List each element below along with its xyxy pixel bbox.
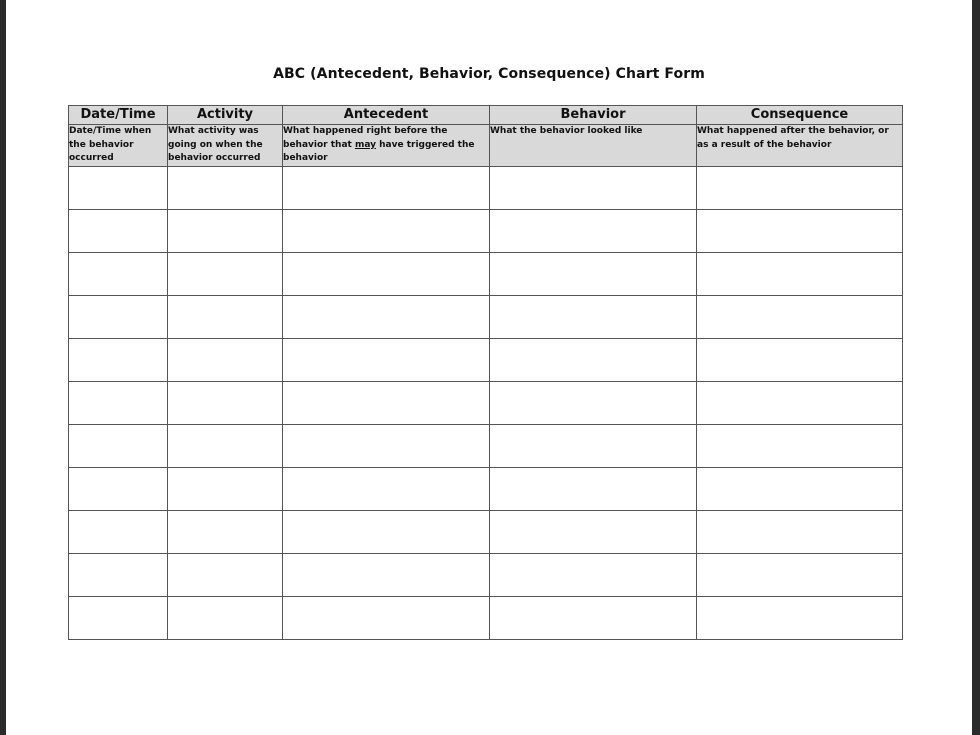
- entry-cell-behavior[interactable]: [490, 339, 697, 382]
- entry-cell-antecedent[interactable]: [283, 253, 490, 296]
- column-description-activity: What activity was going on when the behavior occurred: [168, 125, 283, 167]
- entry-cell-consequence[interactable]: [697, 382, 903, 425]
- description-row: [69, 125, 903, 167]
- antecedent-desc-after: have triggered the behavior: [283, 139, 475, 163]
- entry-cell-date-time[interactable]: [69, 296, 168, 339]
- entry-cell-activity[interactable]: [168, 597, 283, 640]
- entry-cell-date-time[interactable]: [69, 382, 168, 425]
- entry-cell-antecedent[interactable]: [283, 167, 490, 210]
- entry-cell-consequence[interactable]: [697, 339, 903, 382]
- entry-cell-consequence[interactable]: [697, 511, 903, 554]
- column-description-date-time: Date/Time when the behavior occurred: [69, 125, 168, 167]
- entry-cell-antecedent[interactable]: [283, 210, 490, 253]
- column-description-behavior: What the behavior looked like: [490, 125, 697, 167]
- entry-cell-consequence[interactable]: [697, 296, 903, 339]
- table-row: [69, 210, 903, 253]
- column-description-antecedent: [283, 125, 490, 167]
- entry-cell-behavior[interactable]: [490, 296, 697, 339]
- table-row: [69, 554, 903, 597]
- table-row: [69, 382, 903, 425]
- entry-cell-date-time[interactable]: [69, 554, 168, 597]
- entry-cell-date-time[interactable]: [69, 597, 168, 640]
- entry-cell-activity[interactable]: [168, 253, 283, 296]
- entry-cell-date-time[interactable]: [69, 253, 168, 296]
- entry-cell-antecedent[interactable]: [283, 339, 490, 382]
- entry-cell-behavior[interactable]: [490, 554, 697, 597]
- column-header-consequence: Consequence: [697, 106, 903, 125]
- table-row: [69, 296, 903, 339]
- entry-cell-antecedent[interactable]: [283, 468, 490, 511]
- entry-cell-behavior[interactable]: [490, 382, 697, 425]
- page-title: ABC (Antecedent, Behavior, Consequence) Chart Form: [273, 66, 705, 82]
- entry-cell-consequence[interactable]: [697, 468, 903, 511]
- entry-rows: [69, 167, 903, 640]
- entry-cell-consequence[interactable]: [697, 210, 903, 253]
- entry-cell-activity[interactable]: [168, 382, 283, 425]
- entry-cell-activity[interactable]: [168, 425, 283, 468]
- entry-cell-behavior[interactable]: [490, 253, 697, 296]
- entry-cell-date-time[interactable]: [69, 425, 168, 468]
- entry-cell-date-time[interactable]: [69, 468, 168, 511]
- table-row: [69, 339, 903, 382]
- entry-cell-antecedent[interactable]: [283, 382, 490, 425]
- entry-cell-consequence[interactable]: [697, 554, 903, 597]
- entry-cell-date-time[interactable]: [69, 339, 168, 382]
- entry-cell-antecedent[interactable]: [283, 511, 490, 554]
- entry-cell-date-time[interactable]: [69, 210, 168, 253]
- entry-cell-antecedent[interactable]: [283, 296, 490, 339]
- table-row: [69, 511, 903, 554]
- entry-cell-behavior[interactable]: [490, 511, 697, 554]
- entry-cell-consequence[interactable]: [697, 597, 903, 640]
- document-page: [6, 0, 972, 735]
- antecedent-desc-emphasis: may: [354, 139, 376, 150]
- entry-cell-date-time[interactable]: [69, 511, 168, 554]
- entry-cell-activity[interactable]: [168, 167, 283, 210]
- column-header-behavior: Behavior: [490, 106, 697, 125]
- entry-cell-behavior[interactable]: [490, 167, 697, 210]
- entry-cell-activity[interactable]: [168, 511, 283, 554]
- entry-cell-antecedent[interactable]: [283, 554, 490, 597]
- entry-cell-activity[interactable]: [168, 296, 283, 339]
- column-header-date-time: Date/Time: [69, 106, 168, 125]
- entry-cell-behavior[interactable]: [490, 597, 697, 640]
- entry-cell-consequence[interactable]: [697, 253, 903, 296]
- table-row: [69, 167, 903, 210]
- entry-cell-date-time[interactable]: [69, 167, 168, 210]
- column-header-activity: Activity: [168, 106, 283, 125]
- table-row: [69, 253, 903, 296]
- entry-cell-activity[interactable]: [168, 554, 283, 597]
- antecedent-desc-before: What happened right before the behavior that: [283, 126, 448, 150]
- table-row: [69, 597, 903, 640]
- entry-cell-antecedent[interactable]: [283, 425, 490, 468]
- entry-cell-activity[interactable]: [168, 210, 283, 253]
- entry-cell-activity[interactable]: [168, 468, 283, 511]
- entry-cell-consequence[interactable]: [697, 425, 903, 468]
- column-description-consequence: What happened after the behavior, or as a result of the behavior: [697, 125, 903, 167]
- column-header-antecedent: Antecedent: [283, 106, 490, 125]
- entry-cell-behavior[interactable]: [490, 210, 697, 253]
- entry-cell-behavior[interactable]: [490, 468, 697, 511]
- entry-cell-behavior[interactable]: [490, 425, 697, 468]
- header-row: [69, 106, 903, 125]
- table-row: [69, 468, 903, 511]
- table-row: [69, 425, 903, 468]
- entry-cell-antecedent[interactable]: [283, 597, 490, 640]
- abc-chart-table: [68, 105, 903, 640]
- entry-cell-consequence[interactable]: [697, 167, 903, 210]
- entry-cell-activity[interactable]: [168, 339, 283, 382]
